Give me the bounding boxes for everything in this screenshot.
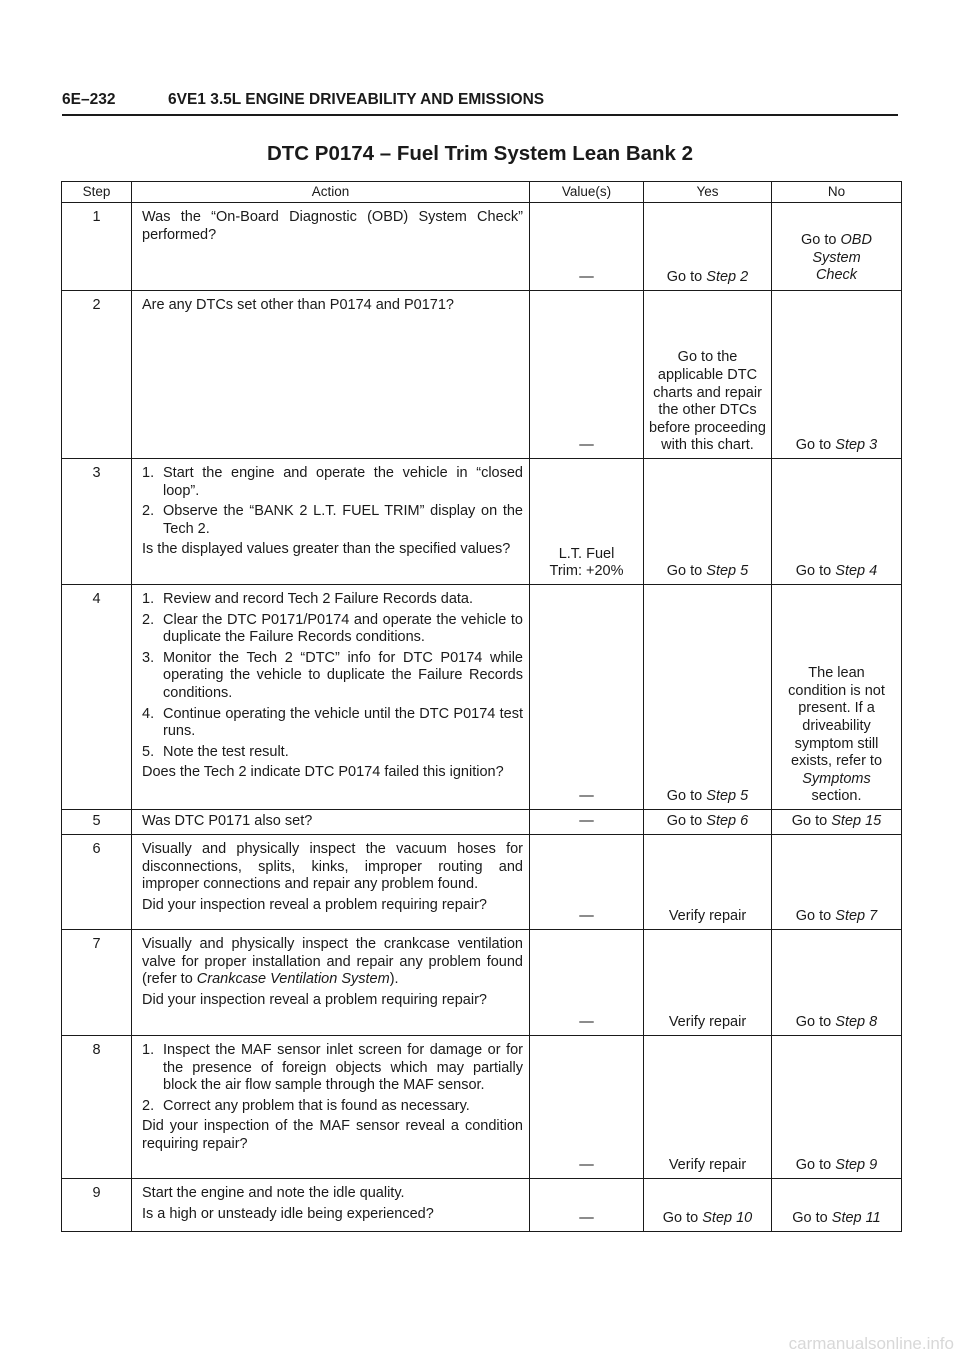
step-number: 6 (62, 835, 132, 930)
no-cell (772, 203, 902, 291)
no-cell (772, 930, 902, 1036)
value-cell: — (530, 291, 644, 459)
column-header-yes: Yes (644, 182, 772, 203)
column-header-action: Action (132, 182, 530, 203)
action-text: Was DTC P0171 also set? (142, 813, 313, 829)
yes-cell (644, 810, 772, 835)
table-header-row (62, 182, 902, 203)
yes-prefix: Go to (666, 563, 707, 580)
action-cell (132, 203, 530, 291)
list-item: 1. Review and record Tech 2 Failure Records data. (142, 591, 474, 607)
yes-cell: Go to the applicable DTC charts and repair the other DTCs before proceeding with this chart. (644, 291, 772, 459)
table-row (62, 459, 902, 585)
yes-cell: Verify repair (644, 1036, 772, 1179)
yes-cell (644, 1179, 772, 1232)
document-title: DTC P0174 – Fuel Trim System Lean Bank 2 (266, 142, 694, 165)
value-cell: — (530, 585, 644, 810)
no-prefix: Go to (792, 1210, 832, 1227)
yes-cell (644, 203, 772, 291)
no-cell (772, 1179, 902, 1232)
question-text: Did your inspection of the MAF sensor reveal a condition requiring repair? (142, 1118, 523, 1152)
table-row (62, 1036, 902, 1179)
step-number: 4 (62, 585, 132, 810)
section-title: 6VE1 3.5L ENGINE DRIVEABILITY AND EMISSIONS (168, 91, 545, 108)
action-text: Visually and physically inspect the vacuum hoses for disconnections, splits, kinks, improper routing and improper connections and repair any problem found. (142, 841, 523, 893)
step-link[interactable]: Step 8 (835, 1014, 878, 1031)
action-cell (132, 459, 530, 585)
step-number: 7 (62, 930, 132, 1036)
list-item: 3. Monitor the Tech 2 “DTC” info for DTC P0174 while operating the vehicle to duplicate the Failure Records conditions. (142, 649, 523, 701)
no-cell (772, 810, 902, 835)
step-link[interactable]: Step 9 (835, 1157, 878, 1174)
question-text: Is the displayed values greater than the specified values? (142, 541, 511, 558)
question-text: Is a high or unsteady idle being experienced? (142, 1205, 434, 1222)
list-item: 5. Note the test result. (142, 743, 289, 760)
no-suffix: section. (811, 788, 862, 805)
action-cell (132, 1179, 530, 1232)
action-text: Are any DTCs set other than P0174 and P0171? (142, 297, 454, 313)
step-link[interactable]: Step 5 (706, 563, 749, 580)
yes-prefix: Go to (666, 269, 707, 286)
no-prefix: Go to (801, 232, 841, 248)
obd-system-check-link[interactable]: OBD System Check (812, 232, 872, 284)
step-link[interactable]: Step 7 (835, 908, 878, 925)
column-header-values: Value(s) (530, 182, 644, 203)
step-link[interactable]: Step 4 (835, 563, 878, 580)
page-number: 6E–232 (62, 91, 116, 108)
no-cell (772, 291, 902, 459)
step-link[interactable]: Step 2 (706, 269, 749, 286)
table-row (62, 585, 902, 810)
yes-cell (644, 459, 772, 585)
step-link[interactable]: Step 10 (702, 1210, 753, 1227)
no-prefix: Go to (795, 563, 836, 580)
action-cell (132, 810, 530, 835)
value-cell: — (530, 810, 644, 835)
action-cell (132, 835, 530, 930)
value-cell: — (530, 1179, 644, 1232)
value-cell: L.T. Fuel Trim: +20% (530, 459, 644, 585)
step-number: 3 (62, 459, 132, 585)
table-row (62, 835, 902, 930)
table-row (62, 930, 902, 1036)
list-item: 2. Correct any problem that is found as necessary. (142, 1097, 470, 1114)
watermark: carmanualsonline.info (788, 1334, 954, 1353)
no-cell (772, 1036, 902, 1179)
step-link[interactable]: Step 11 (831, 1210, 881, 1227)
question-text: Did your inspection reveal a problem requiring repair? (142, 896, 487, 913)
action-cell (132, 585, 530, 810)
yes-cell (644, 585, 772, 810)
value-cell: — (530, 203, 644, 291)
list-item: 2. Clear the DTC P0171/P0174 and operate the vehicle to duplicate the Failure Records conditions. (142, 611, 523, 646)
list-item: 4. Continue operating the vehicle until the DTC P0174 test runs. (142, 705, 523, 740)
yes-cell: Verify repair (644, 930, 772, 1036)
list-item: 1. Inspect the MAF sensor inlet screen for damage or for the presence of foreign objects which may partially block the air flow sample through the MAF sensor. (142, 1042, 523, 1094)
question-text: Did your inspection reveal a problem requiring repair? (142, 991, 487, 1008)
no-prefix: Go to (795, 1157, 836, 1174)
action-text: Visually and physically inspect the crankcase ventilation valve for proper installation and repair any problem found (refer to Crankcase Ventilation System). (142, 936, 523, 988)
procedure-list (142, 591, 523, 761)
no-prefix: Go to (791, 813, 832, 830)
header-rule (62, 114, 898, 116)
procedure-list (142, 465, 523, 538)
no-prefix: Go to (795, 1014, 836, 1031)
no-cell (772, 585, 902, 810)
question-text: Does the Tech 2 indicate DTC P0174 failed this ignition? (142, 764, 504, 781)
symptoms-link[interactable]: Symptoms (802, 770, 871, 787)
yes-prefix: Go to (666, 788, 707, 805)
table-row (62, 810, 902, 835)
action-text: Start the engine and note the idle quality. (142, 1185, 405, 1201)
crankcase-ventilation-link[interactable]: Crankcase Ventilation System (196, 971, 390, 988)
action-cell (132, 930, 530, 1036)
procedure-list (142, 1042, 523, 1115)
diagnostic-table (61, 181, 902, 1232)
step-link[interactable]: Step 5 (706, 788, 749, 805)
table-row (62, 1179, 902, 1232)
yes-cell: Verify repair (644, 835, 772, 930)
step-number: 2 (62, 291, 132, 459)
yes-prefix: Go to (662, 1210, 703, 1227)
table-row (62, 291, 902, 459)
action-cell (132, 291, 530, 459)
no-cell (772, 459, 902, 585)
step-link[interactable]: Step 6 (706, 813, 749, 830)
column-header-no: No (772, 182, 902, 203)
no-prefix: The lean condition is not present. If a driveability symptom still exists, refer to (788, 665, 885, 770)
table-row (62, 203, 902, 291)
value-cell: — (530, 930, 644, 1036)
no-prefix: Go to (795, 908, 836, 925)
step-number: 9 (62, 1179, 132, 1232)
action-text: Was the “On-Board Diagnostic (OBD) System Check” performed? (142, 209, 523, 243)
column-header-step: Step (62, 182, 132, 203)
no-cell (772, 835, 902, 930)
step-number: 8 (62, 1036, 132, 1179)
no-prefix: Go to (795, 437, 836, 454)
value-cell: — (530, 1036, 644, 1179)
list-item: 1. Start the engine and operate the vehicle in “closed loop”. (142, 465, 523, 499)
action-cell (132, 1036, 530, 1179)
value-cell: — (530, 835, 644, 930)
yes-prefix: Go to (666, 813, 707, 830)
list-item: 2. Observe the “BANK 2 L.T. FUEL TRIM” display on the Tech 2. (142, 503, 523, 537)
step-link[interactable]: Step 15 (831, 813, 882, 830)
step-number: 5 (62, 810, 132, 835)
step-number: 1 (62, 203, 132, 291)
step-link[interactable]: Step 3 (835, 437, 878, 454)
